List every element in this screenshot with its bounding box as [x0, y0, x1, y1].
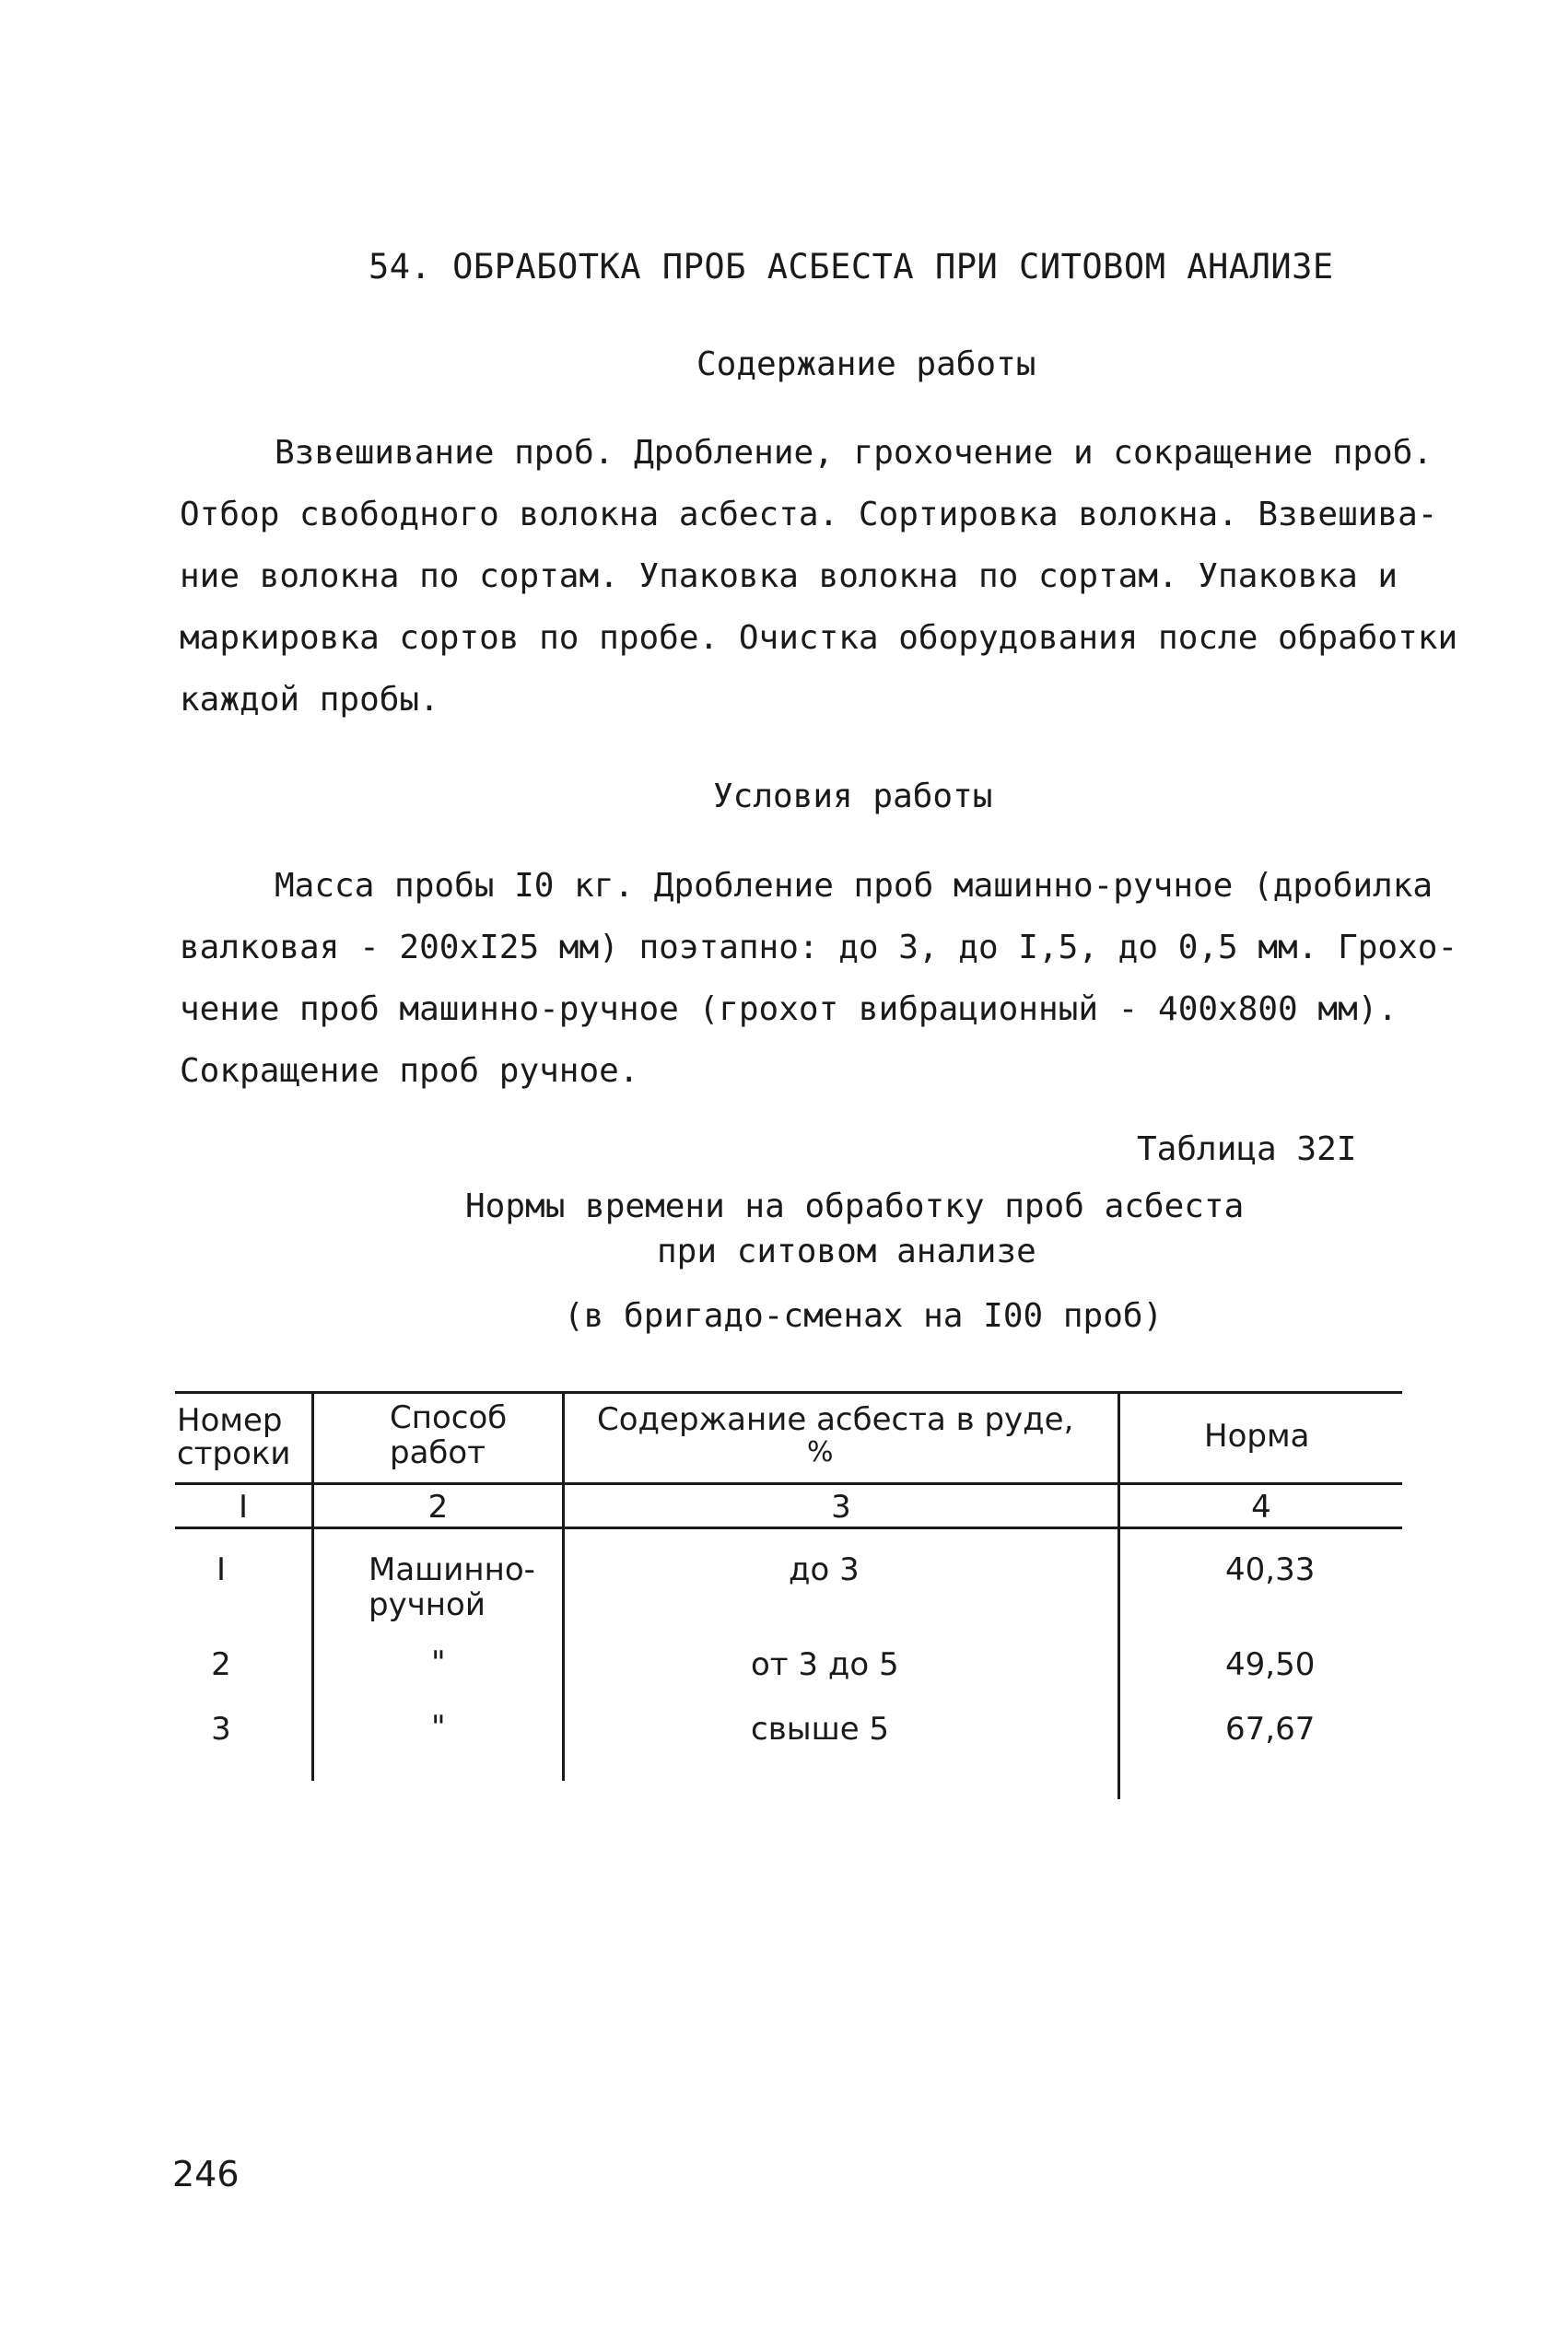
- row-3-number: 3: [211, 1711, 231, 1748]
- conditions-heading: Условия работы: [713, 778, 993, 815]
- table-caption-line-1: Нормы времени на обработку проб асбеста: [465, 1187, 1245, 1225]
- header-norm: Норма: [1204, 1418, 1310, 1455]
- row-2-method-1: ": [431, 1644, 446, 1681]
- table-vline-2: [562, 1394, 565, 1781]
- table-units: (в бригадо-сменах на I00 проб): [564, 1297, 1164, 1335]
- row-1-method-2: ручной: [369, 1586, 486, 1623]
- conditions-line-1: Масса пробы I0 кг. Дробление проб машинно-ручное (дробилка: [275, 867, 1433, 905]
- table-colnum-rule: [175, 1527, 1402, 1529]
- content-line-1: Взвешивание проб. Дробление, грохочение и сокращение проб.: [275, 434, 1433, 472]
- table-caption-line-2: при ситовом анализе: [657, 1233, 1036, 1270]
- colnum-2: 2: [427, 1489, 449, 1526]
- colnum-3: 3: [831, 1489, 851, 1526]
- row-2-number: 2: [211, 1646, 231, 1683]
- content-line-4: маркировка сортов по пробе. Очистка оборудования после обработки: [180, 619, 1458, 657]
- row-3-method-1: ": [431, 1709, 446, 1746]
- content-heading: Содержание работы: [696, 345, 1036, 383]
- row-1-number: I: [216, 1551, 227, 1588]
- header-content-2: %: [807, 1436, 834, 1468]
- row-2-norm: 49,50: [1225, 1646, 1316, 1683]
- table-vline-1: [311, 1394, 314, 1781]
- section-title: 54. ОБРАБОТКА ПРОБ АСБЕСТА ПРИ СИТОВОМ АНАЛИЗЕ: [369, 247, 1334, 287]
- table-top-rule: [175, 1391, 1402, 1394]
- header-method-2: работ: [390, 1434, 486, 1471]
- content-line-3: ние волокна по сортам. Упаковка волокна по сортам. Упаковка и: [180, 557, 1398, 595]
- row-1-norm: 40,33: [1225, 1551, 1316, 1588]
- row-3-norm: 67,67: [1225, 1711, 1316, 1748]
- content-line-5: каждой пробы.: [180, 681, 439, 719]
- header-row-number-2: строки: [177, 1435, 291, 1472]
- header-method-1: Способ: [390, 1399, 508, 1436]
- row-2-content: от 3 до 5: [751, 1646, 899, 1683]
- row-1-method-1: Машинно-: [369, 1551, 535, 1588]
- conditions-line-2: валковая - 200хI25 мм) поэтапно: до 3, до I,5, до 0,5 мм. Грохо-: [180, 929, 1458, 966]
- conditions-line-3: чение проб машинно-ручное (грохот вибрационный - 400х800 мм).: [180, 990, 1398, 1028]
- header-row-number-1: Номер: [177, 1402, 283, 1439]
- row-3-content: свыше 5: [751, 1711, 890, 1748]
- content-line-2: Отбор свободного волокна асбеста. Сортировка волокна. Взвешива-: [180, 496, 1438, 533]
- header-content-1: Содержание асбеста в руде,: [597, 1401, 1074, 1438]
- page-number: 246: [172, 2154, 240, 2194]
- colnum-1: I: [238, 1489, 249, 1526]
- conditions-line-4: Сокращение проб ручное.: [180, 1052, 639, 1090]
- table-header-rule: [175, 1482, 1402, 1485]
- colnum-4: 4: [1251, 1489, 1271, 1526]
- row-1-content: до 3: [789, 1551, 860, 1588]
- table-vline-3: [1117, 1394, 1120, 1799]
- table-number: Таблица 32I: [1137, 1130, 1357, 1168]
